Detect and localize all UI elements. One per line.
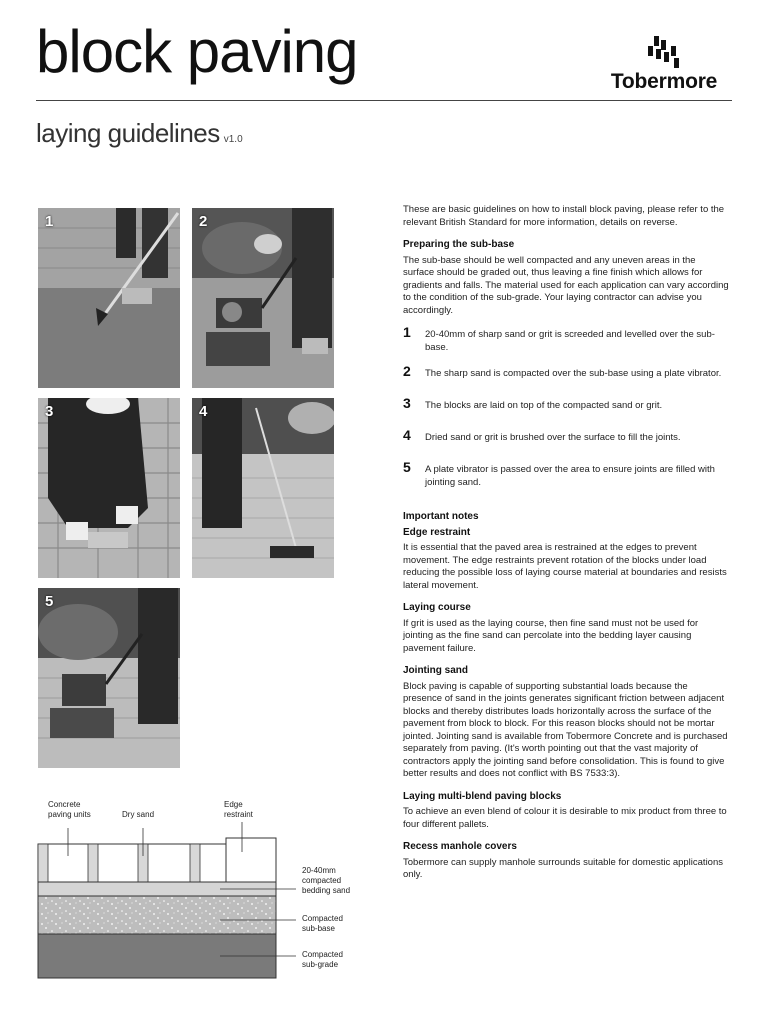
photo-number: 4 — [199, 403, 208, 420]
note-multi-blend — [403, 791, 729, 832]
photo-step-1 — [38, 208, 180, 388]
step-text: 20-40mm of sharp sand or grit is screeded and levelled over the sub-base. — [425, 329, 715, 353]
photo-number: 3 — [45, 403, 54, 420]
version-label: v1.0 — [223, 134, 243, 145]
step-text: Dried sand or grit is brushed over the surface to fill the joints. — [425, 432, 681, 443]
step-number: 4 — [403, 427, 411, 443]
step-text: The blocks are laid on top of the compacted sand or grit. — [425, 400, 663, 411]
photo-number: 5 — [45, 593, 54, 610]
note-heading: Edge restraint — [403, 526, 471, 538]
page-title: block paving — [36, 18, 358, 85]
brand-name: Tobermore — [610, 70, 718, 93]
note-text: To achieve an even blend of colour it is desirable to mix product from three to four different pallets. — [403, 806, 727, 830]
step-text: A plate vibrator is passed over the area to ensure joints are filled with jointing sand. — [425, 464, 715, 488]
note-laying-course — [403, 602, 729, 655]
label-sub-grade: Compacted sub-grade — [302, 950, 343, 969]
note-heading: Jointing sand — [403, 665, 468, 676]
label-concrete-paving-units: Concrete paving units — [48, 800, 91, 819]
photo-step-2 — [192, 208, 334, 388]
header-rule — [36, 100, 732, 101]
step-number: 1 — [403, 324, 411, 340]
step-item — [403, 395, 729, 418]
photo-step-4 — [192, 398, 334, 578]
label-edge-restraint: Edge restraint — [224, 800, 253, 819]
important-notes-heading: Important notes — [403, 511, 479, 522]
step-number: 2 — [403, 363, 411, 379]
note-heading: Recess manhole covers — [403, 841, 517, 852]
label-bedding-sand: 20-40mm compacted bedding sand — [302, 866, 351, 895]
step-text: The sharp sand is compacted over the sub-base using a plate vibrator. — [425, 368, 722, 379]
step-item — [403, 363, 729, 386]
label-sub-base: Compacted sub-base — [302, 914, 343, 933]
step-item — [403, 459, 729, 489]
note-manhole-covers — [403, 841, 729, 882]
note-text: Tobermore can supply manhole surrounds suitable for domestic applications only. — [403, 856, 724, 880]
note-text: It is essential that the paved area is restrained at the edges to prevent movement. The edge restraints prevent rotation of the blocks under load reducing the possible loss of laying course material at boundaries and resists lateral movement. — [403, 542, 727, 591]
steps-list — [403, 324, 729, 489]
step-number: 5 — [403, 459, 411, 475]
tobermore-logo — [596, 36, 732, 96]
note-heading: Laying course — [403, 602, 471, 613]
step-item — [403, 427, 729, 450]
note-jointing-sand — [403, 665, 729, 781]
photo-number: 1 — [45, 213, 54, 230]
note-heading: Laying multi-blend paving blocks — [403, 790, 562, 802]
label-dry-sand: Dry sand — [122, 810, 155, 819]
subbase-heading: Preparing the sub-base — [403, 239, 515, 250]
photo-step-3 — [38, 398, 180, 578]
cross-section-diagram — [30, 796, 370, 986]
logo-mark-icon — [644, 36, 684, 70]
guidelines-text — [403, 204, 729, 892]
page-subtitle — [36, 118, 243, 149]
subtitle-text: laying guidelines — [36, 118, 220, 148]
step-number: 3 — [403, 395, 411, 411]
note-text: Block paving is capable of supporting substantial loads because the presence of sand in the joints generates significant friction between adjacent blocks and thereby distributes loads horizontally across the surface of the pavement from block to block. For this reason blocks should not be mortar jointed. Jointing sand is available from Tobermore Concrete and is purchased separately from paving. (It's worth pointing out that the vast majority of contractors apply the jointing sand before consolidation. This is found to give better results and does not conflict with BS 7533:3). — [403, 680, 728, 779]
step-item — [403, 324, 729, 354]
subbase-paragraph: The sub-base should be well compacted and any uneven areas in the surface should be graded out, thus leaving a fine finish which allows for gradients and falls. The material used for each application can vary according to the condition of the sub-grade. Your laying contractor can advise you accordingly. — [403, 254, 729, 316]
intro-paragraph: These are basic guidelines on how to install block paving, please refer to the relevant British Standard for more information, details on reverse. — [403, 204, 725, 228]
photo-step-5 — [38, 588, 180, 768]
note-edge-restraint — [403, 527, 729, 593]
photo-number: 2 — [199, 213, 208, 230]
note-text: If grit is used as the laying course, then fine sand must not be used for jointing as the fine sand can percolate into the bedding layer causing pavement failure. — [403, 617, 699, 654]
